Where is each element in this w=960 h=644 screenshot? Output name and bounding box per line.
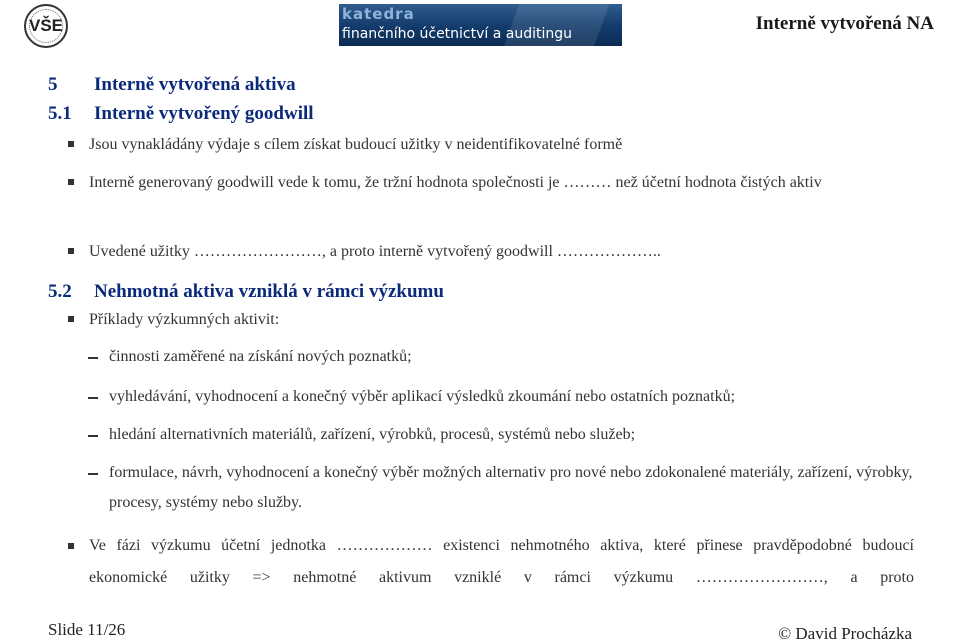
subsection-heading-1 — [48, 103, 314, 125]
subsection-title-1: Interně vytvořený goodwill — [94, 103, 314, 124]
bullet-square-icon — [68, 543, 74, 549]
bullet-text: Ve fázi výzkumu účetní jednotka ……………… existenci nehmotného aktiva, které přinese pravděpodobné budoucí ekonomické užitky => nehmotné aktivum vzniklé v rámci výzkumu ……………………, a proto — [89, 537, 914, 586]
slide-number: Slide 11/26 — [48, 620, 126, 639]
bullet-square-icon — [68, 141, 74, 147]
bullet-item — [68, 168, 914, 197]
bullet-item — [68, 305, 914, 334]
subsection-heading-2 — [48, 281, 444, 303]
dash-icon — [88, 435, 98, 437]
department-banner — [339, 4, 622, 46]
dash-icon — [88, 473, 98, 475]
dash-icon — [88, 357, 98, 359]
subsection-title-2: Nehmotná aktiva vzniklá v rámci výzkumu — [94, 281, 444, 302]
dash-text: vyhledávání, vyhodnocení a konečný výběr aplikací výsledků zkoumání nebo ostatních poznatků; — [109, 388, 736, 405]
bullet-text: Interně generovaný goodwill vede k tomu, že tržní hodnota společnosti je ……… než účetní hodnota čistých aktiv — [89, 174, 822, 191]
dash-item — [88, 420, 914, 450]
subsection-number-1: 5.1 — [48, 103, 72, 124]
dash-text: hledání alternativních materiálů, zařízení, výrobků, procesů, systémů nebo služeb; — [109, 426, 636, 443]
dash-item — [88, 342, 914, 372]
dash-item — [88, 458, 914, 518]
banner-line-1: katedra — [342, 5, 415, 23]
logo-ring-decoration — [29, 9, 63, 43]
banner-line-2: finančního účetnictví a auditingu — [342, 26, 573, 42]
bullet-text: Uvedené užitky ……………………, a proto interně vytvořený goodwill ……………….. — [89, 243, 661, 260]
bullet-item — [68, 530, 914, 594]
section-heading — [48, 74, 296, 96]
bullet-square-icon — [68, 179, 74, 185]
dash-text: formulace, návrh, vyhodnocení a konečný výběr možných alternativ pro nové nebo zdokonalené materiály, zařízení, výrobky, procesy, systémy nebo služby. — [109, 464, 913, 511]
subsection-number-2: 5.2 — [48, 281, 72, 302]
bullet-item — [68, 237, 914, 266]
vse-logo — [24, 4, 68, 48]
bullet-square-icon — [68, 248, 74, 254]
bullet-text: Jsou vynakládány výdaje s cílem získat budoucí užitky v neidentifikovatelné formě — [89, 136, 623, 153]
dash-text: činnosti zaměřené na získání nových poznatků; — [109, 348, 412, 365]
section-number: 5 — [48, 74, 58, 95]
header-title: Interně vytvořená NA — [755, 13, 934, 34]
bullet-square-icon — [68, 316, 74, 322]
bullet-item — [68, 130, 914, 159]
section-title: Interně vytvořená aktiva — [94, 74, 296, 95]
dash-item — [88, 382, 914, 412]
logo-text: VŠE — [28, 16, 64, 35]
bullet-text: Příklady výzkumných aktivit: — [89, 311, 280, 328]
author-credit: © David Procházka — [778, 624, 912, 643]
dash-icon — [88, 397, 98, 399]
